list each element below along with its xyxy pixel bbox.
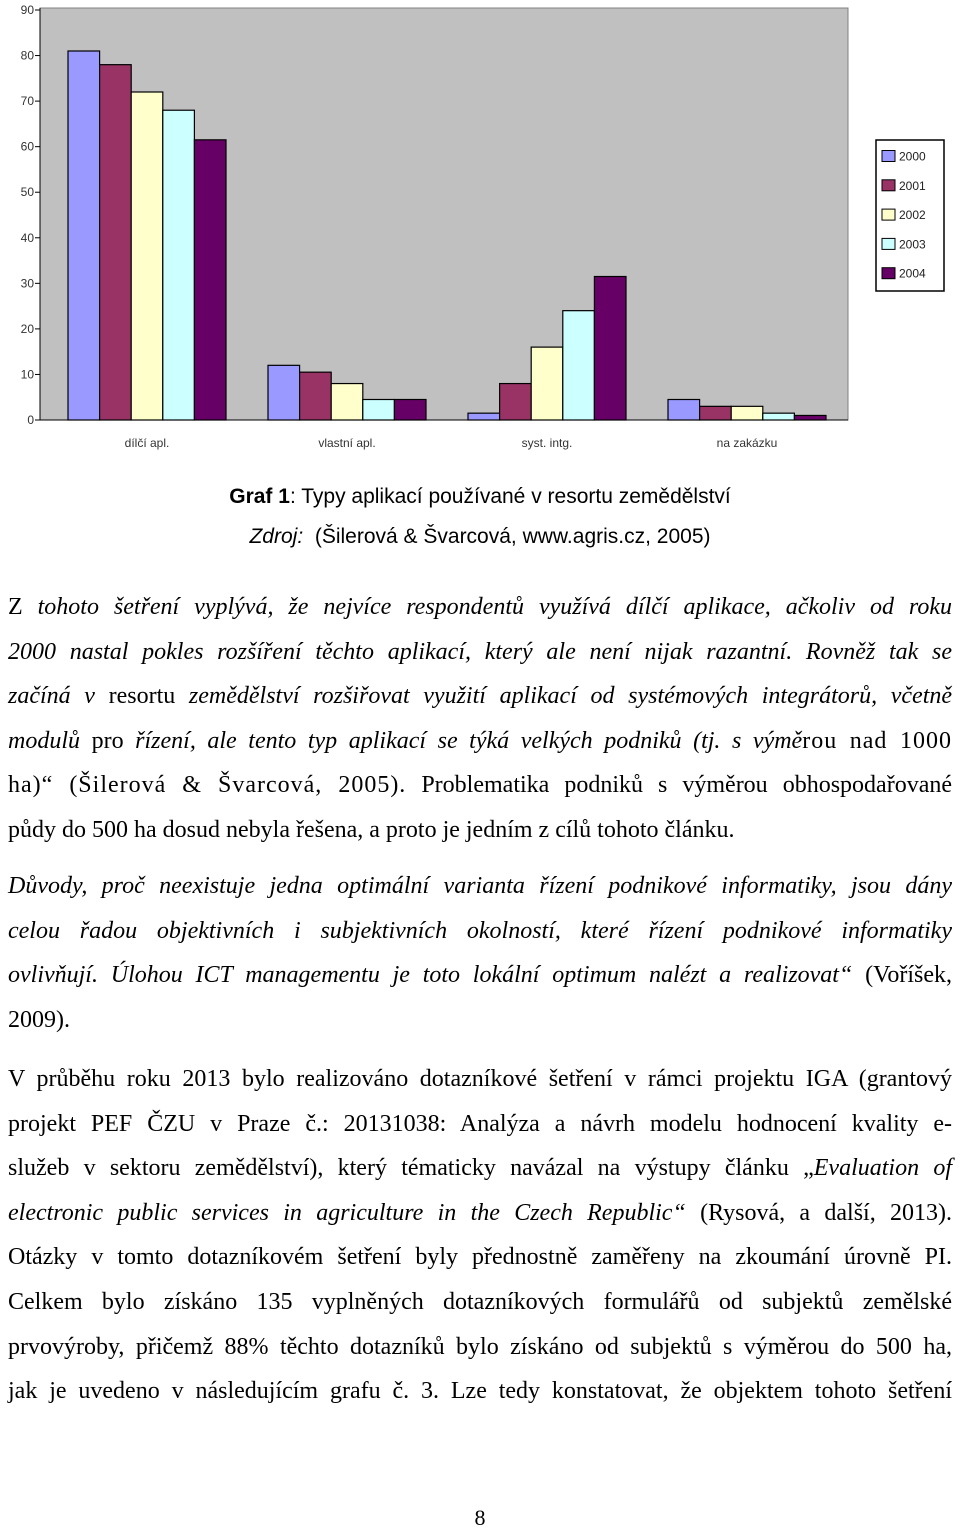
bar-2004-2 [594, 277, 626, 421]
bar-2000-1 [268, 365, 300, 420]
bar-2002-3 [731, 406, 763, 420]
bar-2001-1 [300, 372, 332, 420]
text-run: prvovýroby, přičemž 88% těchto dotazníků bylo získáno od subjektů s výměrou do 500 ha, [8, 1333, 952, 1360]
text-run: celou řadou objektivních i subjektivních okolností, které řízení podnikové informatiky [8, 917, 952, 944]
text-run: rou nad 1000 [802, 727, 953, 754]
text-run: 2009). [8, 1006, 70, 1033]
text-line [8, 1369, 952, 1414]
text-run: ovlivňují. Úlohou ICT managementu je toto lokální optimum nalézt a realizovat“ [8, 962, 853, 989]
text-line [8, 864, 952, 909]
y-tick-label: 60 [20, 139, 34, 154]
text-run: Celkem bylo získáno 135 vyplněných dotazníkových formulářů od subjektů zemělské [8, 1288, 952, 1315]
text-run: Z [8, 594, 23, 620]
bar-2001-2 [500, 384, 532, 420]
text-line [8, 953, 952, 998]
text-run: služeb v sektoru zemědělství), který tématicky navázal na výstupy článku „ [8, 1155, 814, 1182]
text-run: pro [91, 727, 124, 754]
figure-source [0, 523, 960, 551]
text-run: (Voříšek, [852, 962, 952, 989]
y-tick-label: 30 [20, 276, 34, 291]
legend-label: 2001 [899, 178, 926, 193]
text-line [8, 719, 952, 764]
bar-chart [0, 0, 960, 470]
x-tick-label: vlastní apl. [318, 436, 376, 450]
legend-label: 2002 [899, 208, 926, 223]
text-run: jak je uvedeno v následujícím grafu č. 3. Lze tedy konstatovat, že objektem tohoto šetření [8, 1378, 952, 1405]
text-run: Otázky v tomto dotazníkovém šetření byly přednostně zaměřeny na zkoumání úrovně PI. [8, 1244, 952, 1271]
text-run: electronic public services in agriculture in the Czech Republic“ [8, 1199, 686, 1226]
text-run: zemědělství rozšiřovat využití aplikací od systémových integrátorů, včetně [175, 683, 953, 710]
text-run: 2000 nastal pokles rozšíření těchto aplikací, který ale není nijak razantní. Rovněž tak se [8, 638, 952, 665]
text-run: modulů [8, 727, 92, 754]
legend [876, 140, 944, 291]
text-line [8, 1102, 952, 1147]
paragraph-2 [8, 864, 952, 1042]
legend-label: 2003 [899, 237, 926, 252]
legend-swatch [882, 268, 895, 279]
bar-2004-0 [194, 140, 226, 420]
text-run: resortu [108, 683, 176, 710]
bar-2003-2 [563, 311, 595, 420]
text-run: V průběhu roku 2013 bylo realizováno dotazníkové šetření v rámci projektu IGA (grantový [8, 1066, 952, 1092]
y-tick-label: 50 [20, 185, 34, 200]
paragraph-3 [8, 1057, 952, 1414]
text-run: Důvody, proč neexistuje jedna optimální varianta řízení podnikové informatiky, jsou dány [8, 873, 952, 899]
x-tick-label: dílčí apl. [124, 436, 170, 450]
text-line [8, 1191, 952, 1236]
bar-2000-0 [68, 51, 100, 420]
page-number: 8 [474, 1505, 486, 1530]
text-line [8, 998, 952, 1043]
text-run: ha)“ (Šilerová & Švarcová, 2005). [8, 772, 407, 799]
text-run: řízení, ale tento typ aplikací se týká velkých podniků (tj. s výmě [123, 727, 803, 754]
text-line [8, 674, 952, 719]
text-line [8, 1280, 952, 1325]
legend-swatch [882, 180, 895, 191]
figure-label: Graf 1 [229, 485, 290, 508]
text-run: tohoto šetření vyplývá, že nejvíce respondentů využívá dílčí aplikace, ačkoliv od roku [22, 594, 952, 620]
paragraph-1 [8, 585, 952, 853]
y-tick-label: 40 [20, 230, 34, 245]
x-tick-label: na zakázku [716, 436, 778, 450]
legend-swatch [882, 238, 895, 249]
text-line [8, 1146, 952, 1191]
bar-2004-3 [794, 415, 826, 420]
text-line [8, 808, 952, 853]
bar-2002-0 [131, 92, 163, 420]
text-line [8, 1057, 952, 1102]
text-run: začíná v [8, 683, 109, 710]
text-run: projekt PEF ČZU v Praze č.: 20131038: Analýza a návrh modelu hodnocení kvality e- [8, 1110, 952, 1137]
bar-2003-0 [163, 110, 195, 420]
bar-2002-1 [331, 384, 363, 420]
x-tick-label: syst. intg. [521, 436, 573, 450]
text-run: půdy do 500 ha dosud nebyla řešena, a proto je jedním z cílů tohoto článku. [8, 816, 735, 843]
bar-2004-1 [394, 400, 426, 421]
bar-2000-2 [468, 413, 500, 420]
text-run: Evaluation of [813, 1155, 952, 1182]
y-axis-ticks [21, 3, 40, 427]
text-line [8, 909, 952, 954]
text-line [8, 1325, 952, 1370]
legend-label: 2004 [899, 266, 926, 281]
legend-swatch [882, 209, 895, 220]
bar-2002-2 [531, 347, 563, 420]
y-tick-label: 70 [20, 94, 34, 109]
legend-swatch [882, 151, 895, 162]
source-label: Zdroj: [249, 525, 304, 548]
legend-label: 2000 [899, 149, 926, 164]
bar-2000-3 [668, 400, 700, 421]
figure-title: : Typy aplikací používané v resortu zemědělství [289, 485, 731, 508]
x-axis-labels [125, 436, 778, 450]
text-line [8, 763, 952, 808]
y-tick-label: 10 [20, 367, 34, 382]
figure-caption [0, 483, 960, 511]
bar-2003-1 [363, 400, 395, 421]
bar-2001-0 [100, 65, 132, 420]
text-run: Problematika podniků s výměrou obhospodařované [406, 772, 952, 799]
bar-2001-3 [700, 406, 732, 420]
y-tick-label: 80 [20, 48, 34, 63]
text-run: (Rysová, a další, 2013). [685, 1199, 952, 1226]
text-line [8, 630, 952, 675]
source-text: (Šilerová & Švarcová, www.agris.cz, 2005) [314, 525, 711, 548]
text-line [8, 585, 952, 630]
text-line [8, 1235, 952, 1280]
bar-2003-3 [763, 413, 795, 420]
y-tick-label: 0 [27, 413, 34, 427]
y-tick-label: 90 [20, 3, 34, 17]
y-tick-label: 20 [20, 321, 34, 336]
